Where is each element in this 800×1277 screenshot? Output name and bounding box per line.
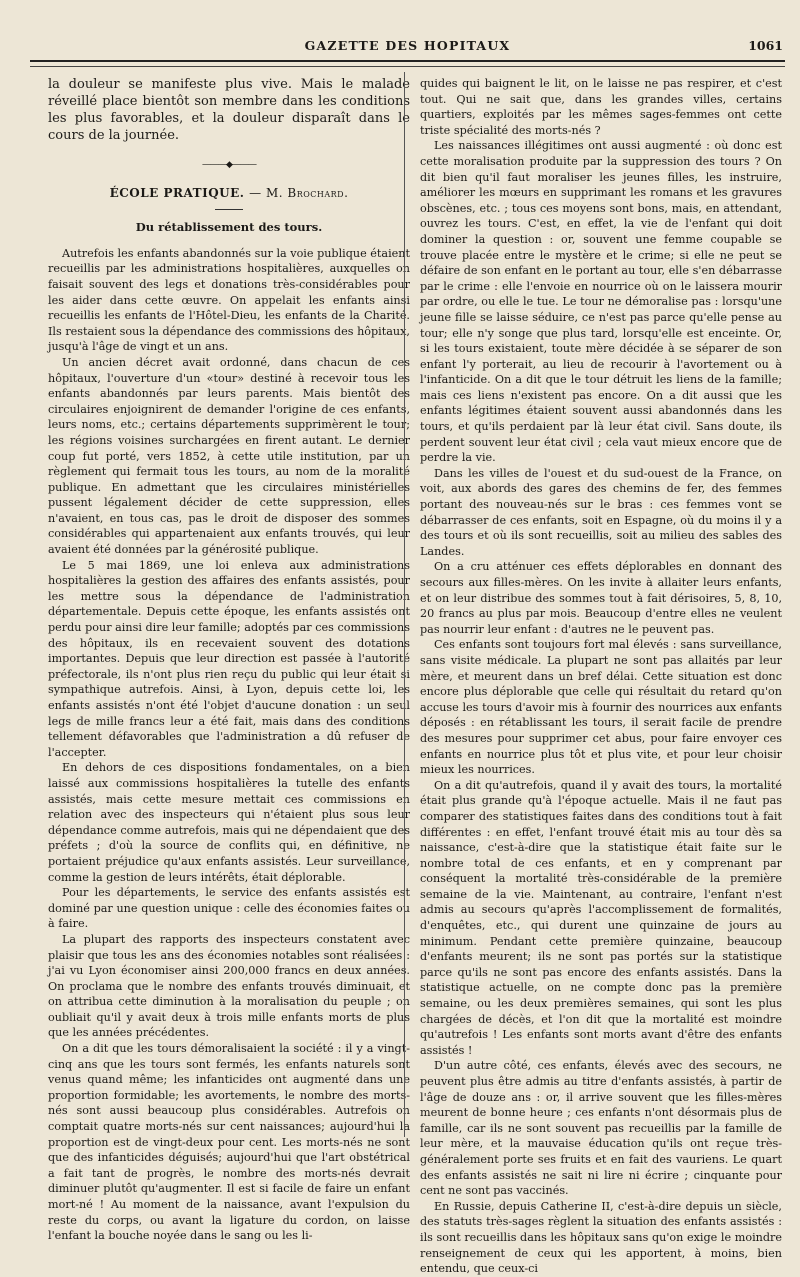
paragraph: Ces enfants sont toujours fort mal élevés : sans surveillance, sans visite médicale. La plupart ne sont pas allaités par leur mère, et meurent dans un bref délai. Cette situation est donc encore plus déplorable que celle qui résultait du retard qu'on accuse les tours d'avoir mis à fournir des nourrices aux enfants déposés : en rétablissant les tours, il serait facile de prendre des mesures pour supprimer cet abus, pour faire envoyer ces enfants en nourrice plus tôt et plus vite, et pour leur choisir mieux les nourrices.: [420, 638, 782, 777]
paragraph: Pour les départements, le service des enfants assistés est dominé par une question unique : celle des économies faites ou à faire.: [48, 886, 410, 931]
paragraph: On a cru atténuer ces effets déplorables en donnant des secours aux filles-mères. On les invite à allaiter leurs enfants, et on leur distribue des sommes tout à fait dérisoires, 5, 8, 10, 20 francs au plus par mois. Beaucoup d'entre elles ne veulent pas nourrir leur enfant : d'autres ne le peuvent pas.: [420, 560, 782, 636]
paragraph: En Russie, depuis Catherine II, c'est-à-dire depuis un siècle, des statuts très-sages règlent la situation des enfants assistés : ils sont recueillis dans les hôpitaux sans qu'on exige le moindre renseignement de ceux qui les apportent, à moins, bien entendu, que ceux-ci: [420, 1199, 782, 1276]
paragraph: On a dit qu'autrefois, quand il y avait des tours, la mortalité était plus grande qu'à l'époque actuelle. Mais il ne faut pas comparer des statistiques faites dans des conditions tout à fait différentes : en effet, l'enfant trouvé était mis au tour dès sa naissance, c'est-à-dire que la statistique était faite sur le nombre total de ces enfants, et en y comprenant par conséquent la mortalité très-considérable de la première semaine de la vie. Maintenant, au contraire, l'enfant n'est admis au secours qu'après l'accomplissement de formalités, d'enquêtes, etc., qui durent une quinzaine de jours au minimum. Pendant cette première quinzaine, beaucoup d'enfants meurent; ils ne sont pas portés sur la statistique parce qu'ils ne sont pas encore des enfants assistés. Dans la statistique actuelle, on ne compte donc pas la première semaine, ou les deux premières semaines, qui sont les plus chargées de décès, et l'on dit que la mortalité est moindre qu'autrefois ! Les enfants sont morts avant d'être des enfants assistés !: [420, 778, 782, 1057]
section-author: — M. Brochard.: [249, 185, 349, 200]
article-subtitle: Du rétablissement des tours.: [135, 220, 323, 235]
left-column: [48, 76, 410, 1244]
page-number: 1061: [748, 38, 783, 53]
paragraph: On a dit que les tours démoralisaient la société : il y a vingt-cinq ans que les tours sont fermés, les enfants naturels sont venus quand même; les infanticides ont augmenté dans une proportion formidable; les avortements, le nombre des morts-nés sont aussi beaucoup plus considérables. Autrefois on comptait quatre morts-nés sur cent naissances; aujourd'hui la proportion est de vingt-deux pour cent. Les morts-nés ne sont que des infanticides déguisés; aujourd'hui que l'art obstétrical a fait tant de progrès, le nombre des morts-nés devrait diminuer plutôt qu'augmenter. Il est si facile de faire un enfant mort-né ! Au moment de la naissance, avant l'expulsion du reste du corps, ou avant la ligature du cordon, on laisse l'enfant la bouche noyée dans le sang ou les li-: [48, 1042, 410, 1243]
paragraph: quides qui baignent le lit, on le laisse ne pas respirer, et c'est tout. Qui ne sait que, dans les grandes villes, certains quartiers, exploités par les mêmes sages-femmes ont cette triste spécialité des morts-nés ?: [420, 77, 782, 137]
paragraph: Dans les villes de l'ouest et du sud-ouest de la France, on voit, aux abords des gares des chemins de fer, des femmes portant des nouveau-nés sur le bras : ces femmes vont se débarrasser de ces enfants, soit en Espagne, où du moins il y a des tours et où ils sont recueillis, soit au milieu des sables des Landes.: [420, 466, 782, 558]
paragraph: Autrefois les enfants abandonnés sur la voie publique étaient recueillis par les administrations hospitalières, auxquelles on faisait souvent des legs et donations très-considérables pour les aider dans cette œuvre. On appelait les enfants ainsi recueillis les enfants de l'Hôtel-Dieu, les enfants de la Charité. Ils restaient sous la dépendance des commissions des hôpitaux, jusqu'à l'âge de vingt et un ans.: [48, 246, 410, 354]
paragraph: La plupart des rapports des inspecteurs constatent avec plaisir que tous les ans des économies notables sont réalisées : j'ai vu Lyon économiser ainsi 200,000 francs en deux années. On proclama que le nombre des enfants trouvés diminuait, et on attribua cette diminution à la moralisation du peuple ; on oubliait qu'il y avait deux à trois mille enfants morts de plus que les années précédentes.: [48, 932, 410, 1040]
paragraph: En dehors de ces dispositions fondamentales, on a bien laissé aux commissions hospitalières la tutelle des enfants assistés, mais cette mesure mettait ces commissions en relation avec des inspecteurs qui n'étaient plus sous leur dépendance comme autrefois, mais qui ne dépendaient que des préfets ; d'où la source de conflits qui, en définitive, ne portaient préjudice qu'aux enfants assistés. Leur surveillance, comme la gestion de leurs intérêts, était déplorable.: [48, 761, 410, 884]
running-header: [30, 38, 785, 58]
section-heading: [48, 186, 410, 202]
ornament-divider: ———◆———: [202, 160, 256, 170]
header-rule: [30, 60, 785, 62]
header-rule-thin: [30, 66, 785, 67]
short-rule: [215, 209, 243, 210]
intro-paragraph: la douleur se manifeste plus vive. Mais le malade réveillé place bientôt son membre dans les conditions les plus favorables, et la douleur disparaît dans le cours de la journée.: [48, 77, 410, 143]
column-divider: [404, 72, 405, 1137]
paragraph: Le 5 mai 1869, une loi enleva aux administrations hospitalières la gestion des affaires des enfants assistés, pour les mettre sous la dépendance de l'administration départementale. Depuis cette époque, les enfants assistés ont perdu pour ainsi dire leur famille; adoptés par ces commissions des hôpitaux, ils en recevaient souvent des dotations importantes. Depuis que leur direction est passée à l'autorité préfectorale, ils n'ont plus rien reçu du public qui leur était si sympathique autrefois. Ainsi, à Lyon, depuis cette loi, les enfants assistés n'ont été l'objet d'aucune donation : un seul legs de mille francs leur a été fait, mais dans des conditions tellement défavorables que l'administration a dû refuser de l'accepter.: [48, 558, 410, 759]
section-title: ÉCOLE PRATIQUE.: [109, 185, 245, 200]
paragraph: Les naissances illégitimes ont aussi augmenté : où donc est cette moralisation produite par la suppression des tours ? On dit bien qu'il faut moraliser les jeunes filles, les instruire, améliorer les mœurs en supprimant les romans et les gravures obscènes, etc. ; tous ces moyens sont bons, mais, en attendant, ouvrez les tours. C'est, en effet, la vie de l'enfant qui doit dominer la question : or, souvent une femme coupable se trouve placée entre le mystère et le crime; si elle ne peut se défaire de son enfant en le portant au tour, elle s'en débarrasse par le crime : elle l'envoie en nourrice où on le laissera mourir par ordre, ou elle le tue. Le tour ne démoralise pas : lorsqu'une jeune fille se laisse séduire, ce n'est pas parce qu'elle pense au tour; elle n'y songe que plus tard, lorsqu'elle est enceinte. Or, si les tours existaient, toute mère décidée à se séparer de son enfant l'y porterait, au lieu de recourir à l'avortement ou à l'infanticide. On a dit que le tour détruit les liens de la famille; mais ces liens n'existent pas encore. On a dit aussi que les enfants légitimes étaient souvent aussi abandonnés dans les tours, et qu'ils perdaient par là leur état civil. Sans doute, ils perdent souvent leur état civil ; cela vaut mieux encore que de perdre la vie.: [420, 139, 782, 465]
paragraph: Un ancien décret avait ordonné, dans chacun de ces hôpitaux, l'ouverture d'un «tour» destiné à recevoir tous les enfants abandonnés par leurs parents. Mais bientôt des circulaires enjoignirent de demander l'origine de ces enfants, leurs noms, etc.; certains départements supprimèrent le tour; les régions voisines surchargées en firent autant. Le dernier coup fut porté, vers 1852, à cette utile institution, par un règlement qui fermait tous les tours, au nom de la moralité publique. En admettant que les circulaires ministérielles pussent légalement décider de cette suppression, elles n'avaient, en tous cas, pas le droit de disposer des sommes considérables qui appartenaient aux enfants trouvés, qui leur avaient été données par la générosité publique.: [48, 355, 410, 557]
publication-title: GAZETTE DES HOPITAUX: [304, 38, 511, 53]
right-column: [420, 76, 782, 1277]
paragraph: D'un autre côté, ces enfants, élevés avec des secours, ne peuvent plus être admis au titre d'enfants assistés, à partir de l'âge de douze ans : or, il arrive souvent que les filles-mères meurent de bonne heure ; ces enfants n'ont désormais plus de famille, car ils ne sont souvent pas recueillis par la famille de leur mère, et la mauvaise éducation qu'ils ont reçue très-généralement porte ses fruits et en fait des vauriens. Le quart des enfants assistés ne sait ni lire ni écrire ; cinquante pour cent ne sont pas vaccinés.: [420, 1059, 782, 1198]
